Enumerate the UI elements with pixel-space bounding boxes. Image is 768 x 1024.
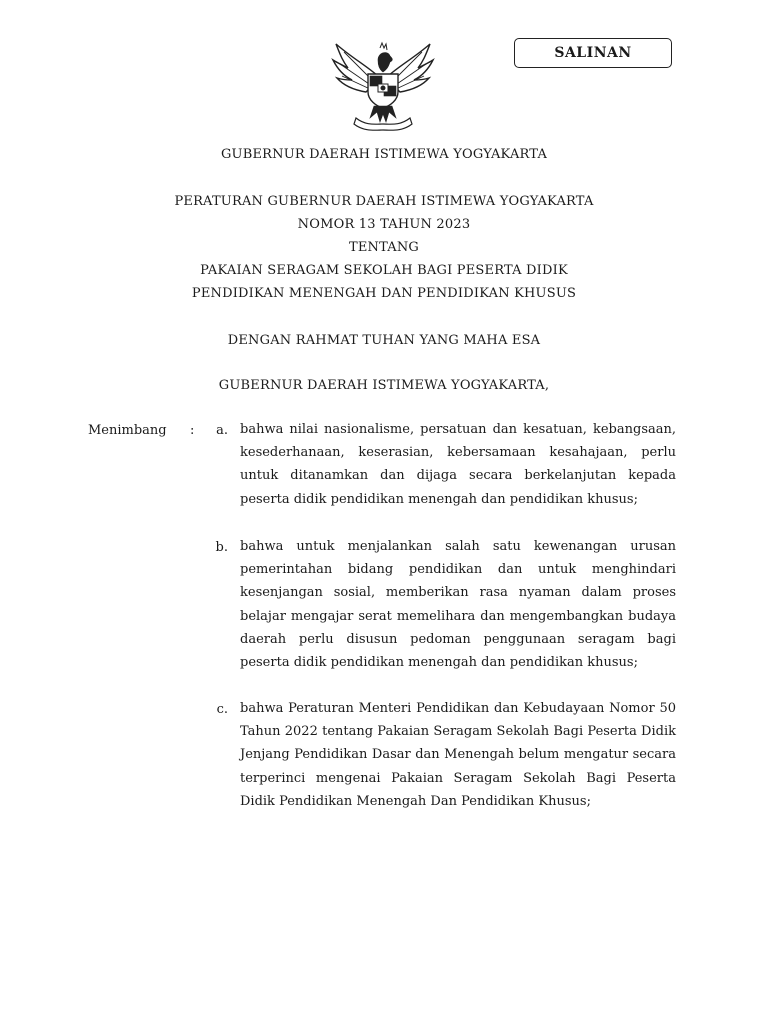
regulation-about: TENTANG: [348, 240, 420, 255]
signatory-heading: GUBERNUR DAERAH ISTIMEWA YOGYAKARTA,: [218, 378, 550, 393]
consideration-letter-a: a.: [216, 423, 228, 438]
considerations-label: Menimbang: [88, 423, 167, 438]
consideration-letter-c: c.: [216, 702, 228, 717]
regulation-subject-line-2: PENDIDIKAN MENENGAH DAN PENDIDIKAN KHUSUS: [191, 286, 577, 301]
regulation-number: NOMOR 13 TAHUN 2023: [297, 217, 471, 232]
salinan-stamp: [514, 38, 672, 68]
garuda-emblem-icon: [330, 38, 436, 134]
invocation: DENGAN RAHMAT TUHAN YANG MAHA ESA: [227, 333, 541, 348]
regulation-subject-line-1: PAKAIAN SERAGAM SEKOLAH BAGI PESERTA DIDIK: [200, 263, 568, 278]
salinan-stamp-label: SALINAN: [554, 45, 632, 61]
consideration-text-a: bahwa nilai nasionalisme, persatuan dan kesatuan, kebangsaan, kesederhanaan, keserasian, kebersamaan kesahajaan, perlu untuk ditanamkan dan dijaga secara berkelanjutan kepada peserta didik pendidikan menengah dan pendidikan khusus;: [240, 422, 676, 507]
considerations-colon: :: [190, 423, 195, 438]
authority-heading: GUBERNUR DAERAH ISTIMEWA YOGYAKARTA: [220, 147, 548, 162]
consideration-letter-b: b.: [215, 540, 228, 555]
consideration-text-c: bahwa Peraturan Menteri Pendidikan dan Kebudayaan Nomor 50 Tahun 2022 tentang Pakaian Seragam Sekolah Bagi Peserta Didik Jenjang Pendidikan Dasar dan Menengah belum mengatur secara terperinci mengenai Pakaian Seragam Sekolah Bagi Peserta Didik Pendidikan Menengah Dan Pendidikan Khusus;: [240, 701, 676, 809]
consideration-text-b: bahwa untuk menjalankan salah satu kewenangan urusan pemerintahan bidang pendidikan dan untuk menghindari kesenjangan sosial, memberikan rasa nyaman dalam proses belajar mengajar serat memelihara dan mengembangkan budaya daerah perlu disusun pedoman penggunaan seragam bagi peserta didik pendidikan menengah dan pendidikan khusus;: [240, 539, 676, 671]
regulation-title: PERATURAN GUBERNUR DAERAH ISTIMEWA YOGYAKARTA: [174, 194, 594, 209]
